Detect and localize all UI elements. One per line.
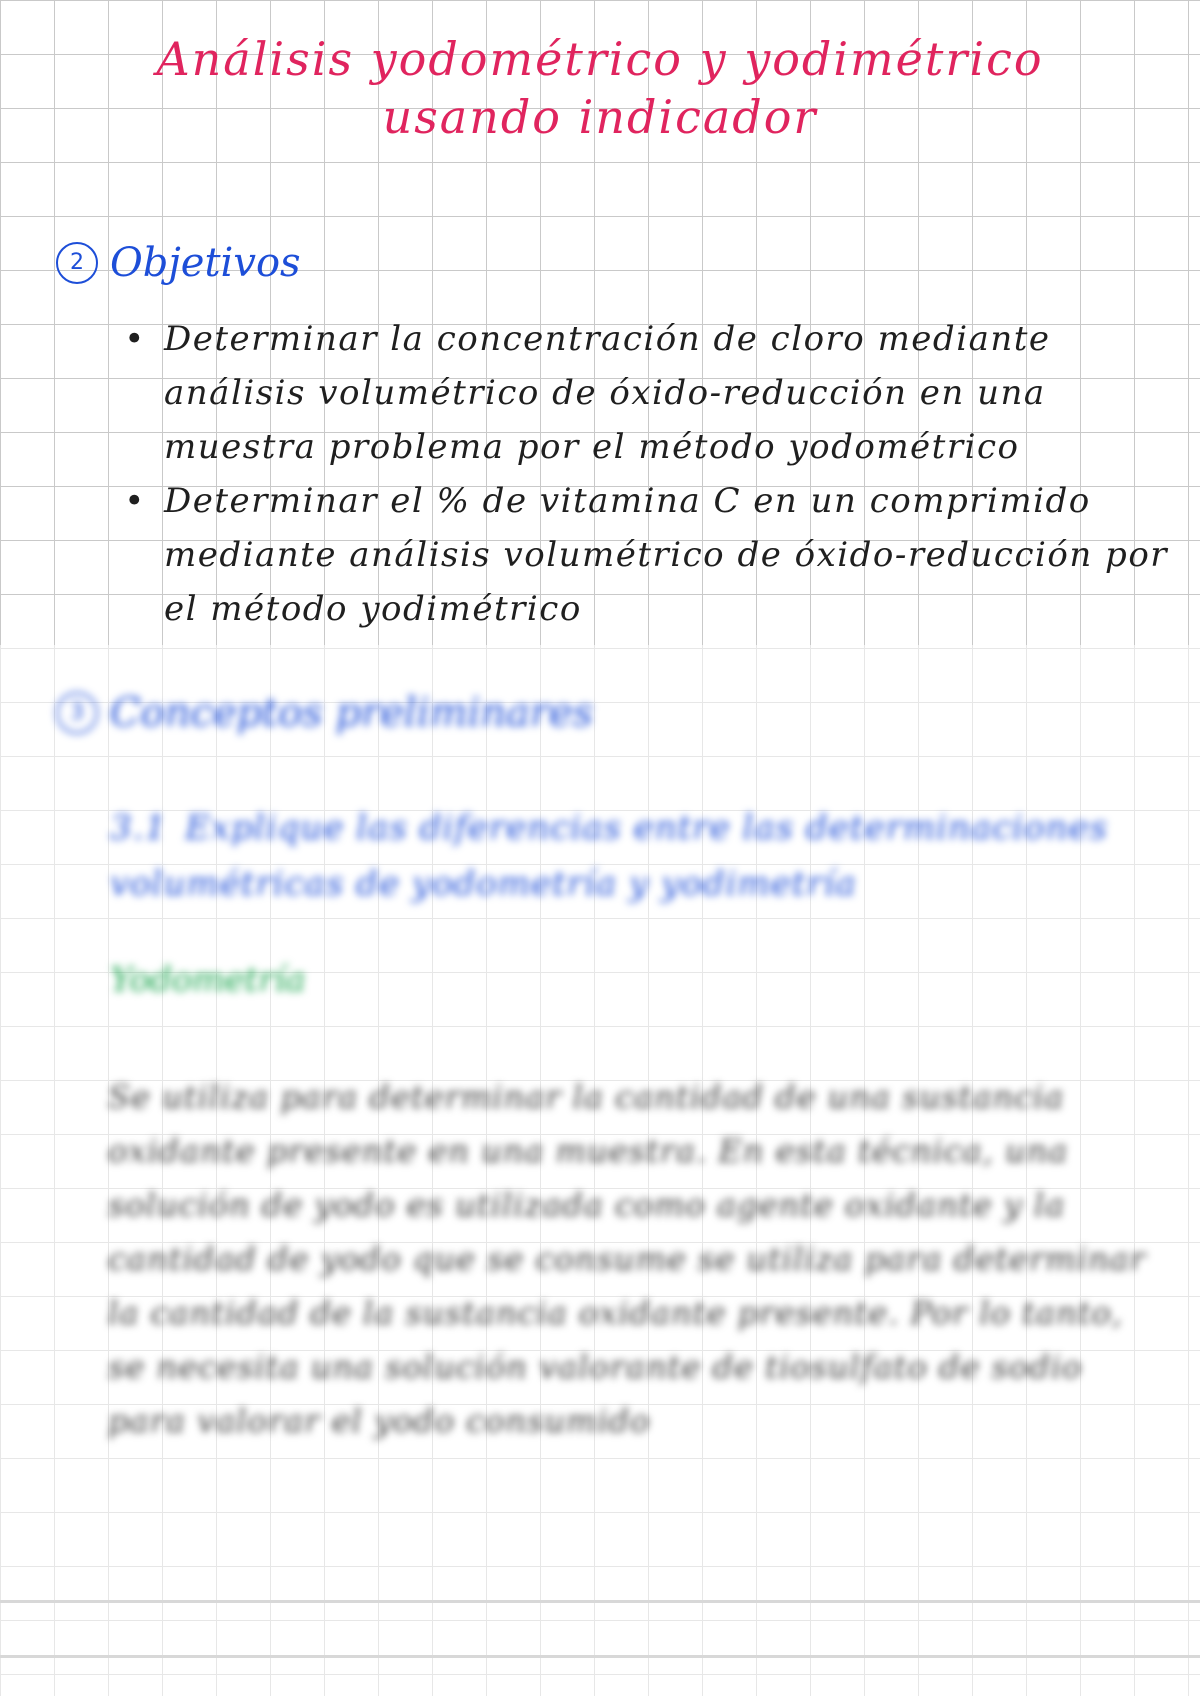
bullet-icon: • <box>124 481 146 521</box>
question-block <box>110 800 1110 912</box>
objectives-list <box>120 312 1180 636</box>
section-number-badge: 2 <box>56 242 98 284</box>
question-text: Explique las diferencias entre las determinaciones volumétricas de yodometría y yodimetría <box>110 808 1108 904</box>
title-line-1: Análisis yodométrico y yodimétrico <box>156 32 1044 86</box>
paragraph: Se utiliza para determinar la cantidad de una sustancia oxidante presente en una muestra. En esta técnica, una solución de yodo es utilizada como agente oxidante y la cantidad de yodo que se consume se utiliza para determinar la cantidad de la sustancia oxidante presente. Por lo tanto, se necesita una solución valorante de tiosulfato de sodio para valorar el yodo consumido <box>108 1078 1146 1440</box>
divider <box>0 1600 1200 1603</box>
bullet-icon: • <box>124 319 146 359</box>
objectives-heading-text: Objetivos <box>110 240 301 286</box>
preliminary-heading <box>56 688 593 738</box>
divider <box>0 1655 1200 1658</box>
subheading: Yodometría <box>110 960 306 1000</box>
page-title <box>0 30 1200 146</box>
objective-item <box>120 312 1180 474</box>
objective-item <box>120 474 1180 636</box>
objective-text: Determinar el % de vitamina C en un comprimido mediante análisis volumétrico de óxido-reducción por el método yodimétrico <box>164 481 1169 629</box>
section-number-badge: 3 <box>56 692 98 734</box>
preliminary-heading-text: Conceptos preliminares <box>110 690 594 736</box>
objectives-heading <box>56 238 301 288</box>
title-line-2: usando indicador <box>382 90 818 144</box>
objective-text: Determinar la concentración de cloro mediante análisis volumétrico de óxido-reducción en una muestra problema por el método yodométrico <box>164 319 1051 467</box>
question-number: 3.1 <box>110 808 168 848</box>
